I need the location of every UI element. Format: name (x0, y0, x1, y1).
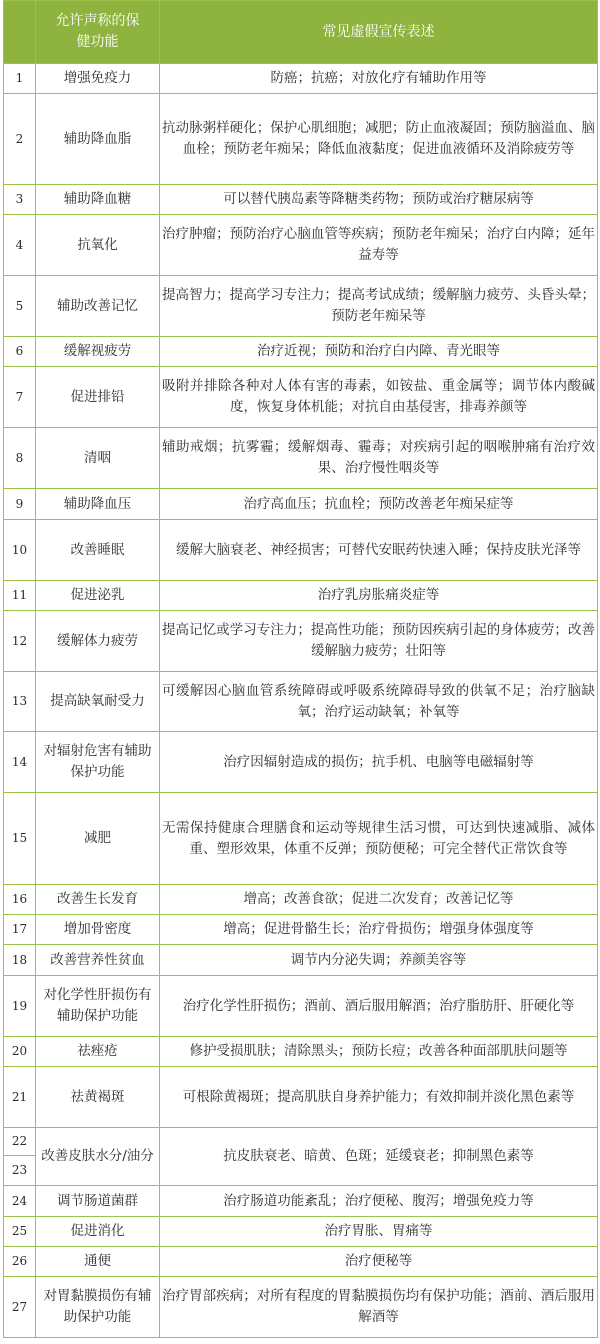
row-number: 11 (4, 581, 36, 611)
header-function-text: 允许声称的保健功能 (55, 13, 140, 50)
row-function: 改善生长发育 (36, 885, 160, 915)
row-function: 调节肠道菌群 (36, 1186, 160, 1217)
row-function: 缓解体力疲劳 (36, 611, 160, 672)
row-function: 增加骨密度 (36, 915, 160, 945)
table-row (4, 672, 598, 732)
table-row (4, 276, 598, 337)
table-header-row (4, 1, 598, 64)
row-function: 改善睡眠 (36, 520, 160, 581)
table-row (4, 1067, 598, 1128)
table-row (4, 337, 598, 367)
row-function: 通便 (36, 1247, 160, 1277)
row-function: 缓解视疲劳 (36, 337, 160, 367)
table-row (4, 367, 598, 428)
row-claims: 缓解大脑衰老、神经损害；可替代安眠药快速入睡；保持皮肤光泽等 (160, 520, 598, 581)
table-row (4, 611, 598, 672)
row-claims: 提高智力；提高学习专注力；提高考试成绩；缓解脑力疲劳、头昏头晕；预防老年痴呆等 (160, 276, 598, 337)
row-number: 26 (4, 1247, 36, 1277)
row-claims: 可缓解因心脑血管系统障碍或呼吸系统障碍导致的供氧不足；治疗脑缺氧；治疗运动缺氧；补氧等 (160, 672, 598, 732)
table-row (4, 489, 598, 520)
row-claims: 治疗乳房胀痛炎症等 (160, 581, 598, 611)
table-row (4, 1247, 598, 1277)
row-number: 15 (4, 793, 36, 885)
row-claims: 抗动脉粥样硬化；保护心肌细胞；减肥；防止血液凝固；预防脑溢血、脑血栓；预防老年痴呆；降低血液黏度；促进血液循环及消除疲劳等 (160, 94, 598, 185)
row-number: 25 (4, 1217, 36, 1247)
row-function: 促进消化 (36, 1217, 160, 1247)
header-number (4, 1, 36, 64)
row-claims: 治疗便秘等 (160, 1247, 598, 1277)
row-function: 促进排铅 (36, 367, 160, 428)
row-function: 改善营养性贫血 (36, 945, 160, 976)
table-row (4, 793, 598, 885)
table-row (4, 520, 598, 581)
row-claims: 可以替代胰岛素等降糖类药物；预防或治疗糖尿病等 (160, 185, 598, 215)
row-number: 12 (4, 611, 36, 672)
row-claims: 治疗肠道功能紊乱；治疗便秘、腹泻；增强免疫力等 (160, 1186, 598, 1217)
row-claims: 治疗近视；预防和治疗白内障、青光眼等 (160, 337, 598, 367)
row-number: 22 (4, 1128, 36, 1156)
row-number: 16 (4, 885, 36, 915)
row-number: 7 (4, 367, 36, 428)
row-function: 祛痤疮 (36, 1037, 160, 1067)
table-row (4, 885, 598, 915)
table-row (4, 732, 598, 793)
row-function: 辅助降血糖 (36, 185, 160, 215)
row-function: 增强免疫力 (36, 64, 160, 94)
row-number: 9 (4, 489, 36, 520)
row-function: 对化学性肝损伤有辅助保护功能 (36, 976, 160, 1037)
table-row (4, 1037, 598, 1067)
row-claims: 治疗化学性肝损伤；酒前、酒后服用解酒；治疗脂肪肝、肝硬化等 (160, 976, 598, 1037)
table-row (4, 945, 598, 976)
row-claims: 治疗胃部疾病；对所有程度的胃黏膜损伤均有保护功能；酒前、酒后服用解酒等 (160, 1277, 598, 1338)
row-number: 5 (4, 276, 36, 337)
row-number: 18 (4, 945, 36, 976)
row-number: 21 (4, 1067, 36, 1128)
row-function: 抗氧化 (36, 215, 160, 276)
table-row (4, 976, 598, 1037)
row-function: 对胃黏膜损伤有辅助保护功能 (36, 1277, 160, 1338)
row-claims: 治疗高血压；抗血栓；预防改善老年痴呆症等 (160, 489, 598, 520)
table-row (4, 64, 598, 94)
table-row (4, 94, 598, 185)
row-number: 19 (4, 976, 36, 1037)
row-function: 清咽 (36, 428, 160, 489)
row-claims: 提高记忆或学习专注力；提高性功能；预防因疾病引起的身体疲劳；改善缓解脑力疲劳；壮阳等 (160, 611, 598, 672)
header-claims: 常见虚假宣传表述 (160, 1, 598, 64)
row-number: 23 (4, 1156, 36, 1186)
row-claims: 抗皮肤衰老、暗黄、色斑；延缓衰老；抑制黑色素等 (160, 1128, 598, 1186)
row-claims: 辅助戒烟；抗雾霾；缓解烟毒、霾毒；对疾病引起的咽喉肿痛有治疗效果、治疗慢性咽炎等 (160, 428, 598, 489)
row-claims: 治疗因辐射造成的损伤；抗手机、电脑等电磁辐射等 (160, 732, 598, 793)
table-row (4, 215, 598, 276)
row-claims: 可根除黄褐斑；提高肌肤自身养护能力；有效抑制并淡化黑色素等 (160, 1067, 598, 1128)
row-number: 2 (4, 94, 36, 185)
row-claims: 治疗胃胀、胃痛等 (160, 1217, 598, 1247)
table-row (4, 185, 598, 215)
row-claims: 增高；促进骨骼生长；治疗骨损伤；增强身体强度等 (160, 915, 598, 945)
row-function: 辅助改善记忆 (36, 276, 160, 337)
row-claims: 调节内分泌失调；养颜美容等 (160, 945, 598, 976)
row-number: 4 (4, 215, 36, 276)
table-row (4, 1128, 598, 1156)
row-number: 24 (4, 1186, 36, 1217)
table-row (4, 1186, 598, 1217)
row-number: 14 (4, 732, 36, 793)
row-claims: 防癌；抗癌；对放化疗有辅助作用等 (160, 64, 598, 94)
health-claims-table (3, 0, 598, 1338)
row-function: 辅助降血压 (36, 489, 160, 520)
row-function: 对辐射危害有辅助保护功能 (36, 732, 160, 793)
header-function (36, 1, 160, 64)
row-function: 减肥 (36, 793, 160, 885)
table-row (4, 428, 598, 489)
row-number: 6 (4, 337, 36, 367)
row-number: 20 (4, 1037, 36, 1067)
row-number: 27 (4, 1277, 36, 1338)
row-function: 促进泌乳 (36, 581, 160, 611)
row-claims: 无需保持健康合理膳食和运动等规律生活习惯，可达到快速减脂、减体重、塑形效果，体重不反弹；预防便秘；可完全替代正常饮食等 (160, 793, 598, 885)
row-function: 辅助降血脂 (36, 94, 160, 185)
row-number: 17 (4, 915, 36, 945)
row-function: 祛黄褐斑 (36, 1067, 160, 1128)
row-claims: 修护受损肌肤；清除黑头；预防长痘；改善各种面部肌肤问题等 (160, 1037, 598, 1067)
row-claims: 吸附并排除各种对人体有害的毒素，如铵盐、重金属等；调节体内酸碱度，恢复身体机能；对抗自由基侵害，排毒养颜等 (160, 367, 598, 428)
table-row (4, 915, 598, 945)
table-row (4, 1277, 598, 1338)
row-number: 3 (4, 185, 36, 215)
row-number: 1 (4, 64, 36, 94)
table-row (4, 581, 598, 611)
row-function: 改善皮肤水分/油分 (36, 1128, 160, 1186)
row-number: 10 (4, 520, 36, 581)
table-row (4, 1217, 598, 1247)
row-function: 提高缺氧耐受力 (36, 672, 160, 732)
row-claims: 治疗肿瘤；预防治疗心脑血管等疾病；预防老年痴呆；治疗白内障；延年益寿等 (160, 215, 598, 276)
row-number: 8 (4, 428, 36, 489)
row-number: 13 (4, 672, 36, 732)
row-claims: 增高；改善食欲；促进二次发育；改善记忆等 (160, 885, 598, 915)
